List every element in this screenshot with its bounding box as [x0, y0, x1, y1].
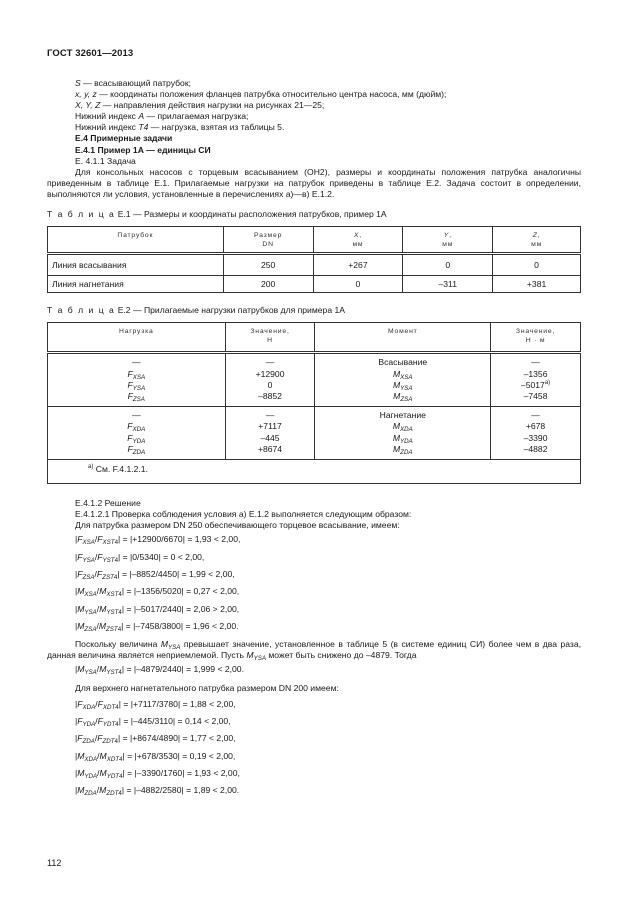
table1-header-nozzle: Патрубок	[48, 227, 224, 254]
definition-XYZ: X, Y, Z — направления действия нагрузки на рисунках 21—25;	[75, 100, 325, 111]
table-e1	[47, 226, 581, 293]
definition-subscript-t4: Нижний индекс T4 — нагрузка, взятая из таблицы 5.	[75, 122, 285, 133]
table-row: Линия всасывания 250 +267 0 0	[48, 254, 581, 276]
solution-title: Е.4.1.2 Решение	[75, 498, 141, 509]
suction-intro: Для патрубка размером DN 250 обеспечивающего торцевое всасывание, имеем:	[75, 520, 400, 531]
page-number: 112	[47, 858, 62, 868]
table-e2	[47, 322, 581, 484]
table1-header-z: Z, мм	[493, 227, 581, 254]
table-row: — $F_{XSA}$ $F_{YSA}$ $F_{ZSA}$ — +12900 0 –8852 Всасывание $M_{XSA}$ $M_{YSA}$ $M_{ZSA}$ — –1356 $-5017^{а)}$ –7458	[48, 353, 581, 407]
document-body	[47, 78, 581, 800]
discharge-intro: Для верхнего нагнетательного патрубка размером DN 200 имеем:	[75, 682, 339, 693]
table2-caption: Т а б л и ц а Е.2 — Прилагаемые нагрузки патрубков для примера 1А	[47, 305, 346, 316]
heading-e41: Е.4.1 Пример 1А — единицы СИ	[75, 144, 211, 155]
table-footnote: $^{а)}$ См. F.4.1.2.1.	[48, 460, 581, 484]
definition-s: S — всасывающий патрубок;	[75, 78, 191, 88]
table2-header-load-value: Значение, Н	[225, 323, 315, 353]
table-row: — $F_{XDA}$ $F_{YDA}$ $F_{ZDA}$ — +7117 –445 +8674 Нагнетание $M_{XDA}$ $M_{YDA}$ $M_{ZDA}$ — +678 –3390 –4882	[48, 407, 581, 460]
table2-header-moment: Момент	[315, 323, 491, 353]
table1-header-y: Y, мм	[403, 227, 493, 254]
check-title: Е.4.1.2.1 Проверка соблюдения условия а) Е.1.2 выполняется следующим образом:	[75, 509, 412, 520]
table1-header-dn: Размер DN	[223, 227, 313, 254]
heading-e4: Е.4 Примерные задачи	[75, 133, 173, 144]
discharge-equations: $|F_{XDA}/F_{XDT4}| = |+7117/3780| = 1,88 < 2,00$, $|F_{YDA}/F_{YDT4}| = |-445/3110| = 0,14 < 2,00$, $|F_{ZDA}/F_{ZDT4}| = |+8674/4890| = 1,77 < 2,00$, $|M_{XDA}/M_{XDT4}| = |+678/3530| = 0,19 < 2,00$, $|M_{YDA}/M_{YDT4}| = |-3390/1760| = 1,93 < 2,00$, $|M_{ZDA}/M_{ZDT4}| = |-4882/2580| = 1,89 < 2,00$.	[75, 698, 240, 798]
table1-header-x: X, мм	[313, 227, 403, 254]
intro-paragraph: Для консольных насосов с торцевым всасыванием (ОН2), размеры и координаты положения патрубка аналогичны приведенным в таблице Е.1. Прилагаемые нагрузки на патрубок приведены в таблице Е.2. Задача состоит в определении, выполняются ли условия, установленные в перечислениях а)—в) Е.1.2.	[47, 166, 581, 199]
definition-xyz: x, y, z — координаты положения фланцев патрубка относительно центра насоса, мм (дюйм);	[75, 89, 447, 100]
since-paragraph: Поскольку величина $M_{YSA}$ превышает значение, установленное в таблице 5 (в системе единиц СИ) более чем в два раза, данная величина является неприемлемой. Пусть $M_{YSA}$ может быть снижено до –4879. Тогда	[47, 639, 582, 663]
table1-caption: Т а б л и ц а Е.1 — Размеры и координаты расположения патрубков, пример 1А	[47, 209, 387, 220]
heading-e411: Е. 4.1.1 Задача	[75, 155, 136, 166]
table2-header-moment-value: Значение, Н · м	[491, 323, 581, 353]
definition-subscript-a: Нижний индекс A — прилагаемая нагрузка;	[75, 111, 249, 122]
table-row: Линия нагнетания 200 0 –311 +381	[48, 276, 581, 293]
reduced-equation: $|M_{YSA}/M_{YST4}| = |-4879/2440| = 1,999 < 2,00$.	[75, 664, 244, 677]
table2-header-load: Нагрузка	[48, 323, 226, 353]
suction-equations: $|F_{XSA}/F_{XST4}| = |+12900/6670| = 1,93 < 2,00$, $|F_{YSA}/F_{YST4}| = |0/5340| = 0 < 2,00$, $|F_{ZSA}/F_{ZST4}| = |-8852/4450| = 1,99 < 2,00$, $|M_{XSA}/M_{XST4}| = |-1356/5020| = 0,27 < 2,00$, $|M_{YSA}/M_{YST4}| = |-5017/2440| = 2,06 > 2,00$, $|M_{ZSA}/M_{ZST4}| = |-7458/3800| = 1,96 < 2,00$.	[75, 534, 241, 633]
document-header: ГОСТ 32601—2013	[47, 48, 134, 59]
